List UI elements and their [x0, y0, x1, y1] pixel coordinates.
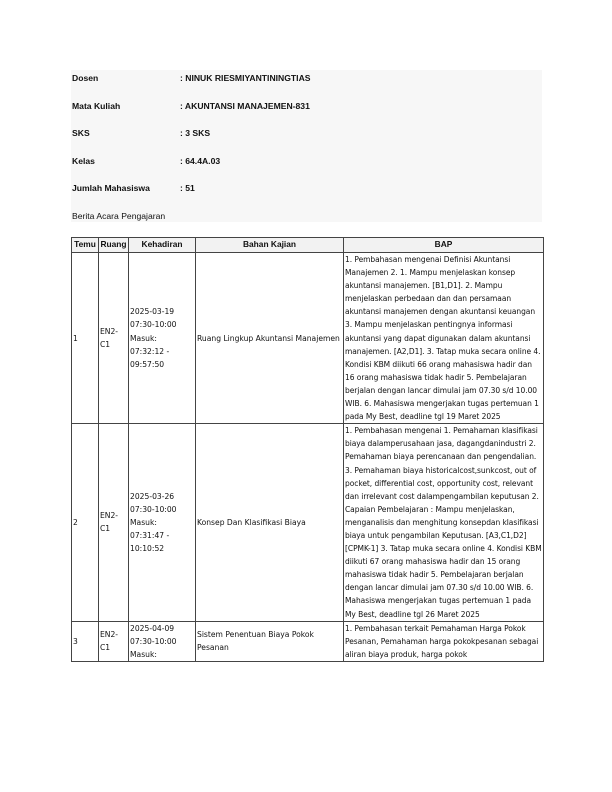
table-header-row	[72, 238, 544, 253]
cell-bahan-kajian: Sistem Penentuan Biaya Pokok Pesanan	[196, 621, 344, 661]
info-value: : NINUK RIESMIYANTININGTIAS	[180, 73, 311, 83]
kehadiran-line: 2025-03-26	[130, 491, 175, 501]
cell-bap: 1. Pembahasan mengenai Definisi Akuntansi Manajemen 2. 1. Mampu menjelaskan konsep akuntansi manajemen. [B1,D1]. 2. Mampu menjelaskan perbedaan dan dan persamaan akuntansi manajemen dengan akuntansi keuangan 3. Mampu menjelaskan pentingnya informasi akuntansi yang dapat digunakan dalam akuntansi manajemen. [A2,D1]. 3. Tatap muka secara online 4. Kondisi KBM diikuti 66 orang mahasiswa hadir dan 16 orang mahasiswa tidak hadir 5. Pembelajaran berjalan dengan lancar dimulai jam 07.30 s/d 10.00 WIB. 6. Mahasiswa mengerjakan tugas pertemuan 1 pada My Best, deadline tgl 19 Maret 2025	[344, 253, 544, 424]
header-bahan-kajian: Bahan Kajian	[196, 238, 344, 253]
cell-kehadiran	[129, 621, 196, 661]
cell-temu: 3	[72, 621, 99, 661]
header-kehadiran: Kehadiran	[129, 238, 196, 253]
table-row	[72, 621, 544, 661]
cell-ruang: EN2-C1	[99, 253, 129, 424]
cell-bap: 1. Pembahasan mengenai 1. Pemahaman klasifikasi biaya dalamperusahaan jasa, dagangdanindustri 2. Pemahaman biaya perencanaan dan pengendalian. 3. Pemahaman biaya historicalcost,sunkcost, out of pocket, differential cost, opportunity cost, relevant dan irrelevant cost dalampengambilan keputusan 2. Capaian Pembelajaran : Mampu menjelaskan, menganalisis dan menghitung konsepdan klasifikasi biaya untuk pengambilan Keputusan. [A3,C1,D2][CPMK-1] 3. Tatap muka secara online 4. Kondisi KBM diikuti 67 orang mahasiswa hadir dan 15 orang mahasiswa tidak hadir 5. Pembelajaran berjalan dengan lancar dimulai jam 07.30 s/d 10.00 WIB. 6. Mahasiswa mengerjakan tugas pertemuan 1 pada My Best, deadline tgl 26 Maret 2025	[344, 424, 544, 621]
info-value: : AKUNTANSI MANAJEMEN-831	[180, 101, 310, 111]
cell-temu: 1	[72, 253, 99, 424]
course-info-block	[71, 70, 542, 222]
table-row	[72, 253, 544, 424]
header-ruang: Ruang	[99, 238, 129, 253]
header-bap: BAP	[344, 238, 544, 253]
info-value: : 3 SKS	[180, 128, 211, 138]
kehadiran-line: 2025-04-09	[130, 623, 175, 633]
table-row	[72, 424, 544, 621]
kehadiran-line: 07:32:12 -	[130, 346, 170, 356]
info-label: SKS	[72, 128, 90, 138]
kehadiran-line: 07:30-10:00	[130, 504, 177, 514]
cell-bahan-kajian: Konsep Dan Klasifikasi Biaya	[196, 424, 344, 621]
kehadiran-line: 07:30-10:00	[130, 320, 177, 330]
info-row-mata-kuliah	[71, 99, 542, 113]
info-label: Kelas	[72, 156, 95, 166]
kehadiran-line: Masuk:	[130, 649, 157, 659]
kehadiran-line: 09:57:50	[130, 359, 165, 369]
cell-ruang: EN2-C1	[99, 621, 129, 661]
kehadiran-line: Masuk:	[130, 333, 157, 343]
kehadiran-line: 2025-03-19	[130, 307, 175, 317]
cell-kehadiran	[129, 424, 196, 621]
kehadiran-line: 07:31:47 -	[130, 530, 170, 540]
info-row-kelas	[71, 154, 542, 168]
cell-bahan-kajian: Ruang Lingkup Akuntansi Manajemen	[196, 253, 344, 424]
bap-table	[71, 237, 544, 662]
info-value: : 64.4A.03	[180, 156, 221, 166]
cell-kehadiran	[129, 253, 196, 424]
info-row-dosen	[71, 71, 542, 85]
section-title: Berita Acara Pengajaran	[72, 211, 166, 221]
header-temu: Temu	[72, 238, 99, 253]
kehadiran-line: 10:10:52	[130, 544, 165, 554]
info-row-sks	[71, 126, 542, 140]
info-label: Mata Kuliah	[72, 101, 121, 111]
kehadiran-line: 07:30-10:00	[130, 636, 177, 646]
kehadiran-line: Masuk:	[130, 517, 157, 527]
cell-ruang: EN2-C1	[99, 424, 129, 621]
cell-bap: 1. Pembahasan terkait Pemahaman Harga Pokok Pesanan, Pemahaman harga pokokpesanan sebagai aliran biaya produk, harga pokok	[344, 621, 544, 661]
info-value: : 51	[180, 183, 195, 193]
info-label: Jumlah Mahasiswa	[72, 183, 150, 193]
info-label: Dosen	[72, 73, 99, 83]
info-row-jumlah-mahasiswa	[71, 181, 542, 195]
cell-temu: 2	[72, 424, 99, 621]
